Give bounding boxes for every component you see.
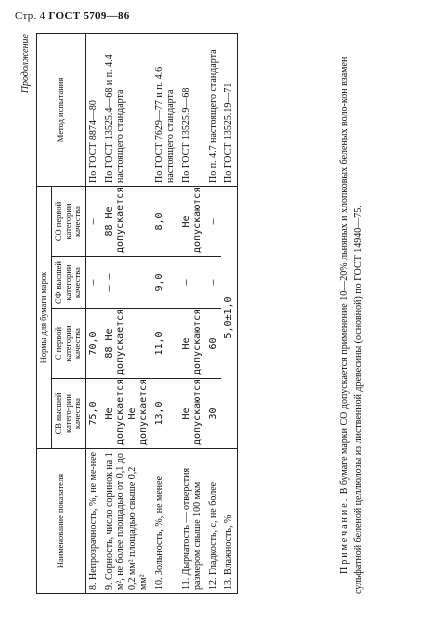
- continuation-label: Продолжение: [20, 34, 31, 94]
- value-s: 70,0: [86, 309, 102, 379]
- value-sv: 75,0: [86, 379, 102, 449]
- rotated-page-content: [20, 34, 388, 594]
- test-method: По п. 4.7 настоящего стандарта: [206, 33, 222, 186]
- value-so: —: [86, 186, 102, 256]
- indicator-name: 8. Непрозрачность, %, не ме-нее: [86, 449, 102, 594]
- note-text: В бумаге марки СО допускается применение 10—20% льняных и хлопковых беленых воло-кон взамен сульфатной беленой целлюлозы из лиственной древесины (основной) по ГОСТ 14940—75.: [339, 56, 364, 594]
- table-row: [206, 33, 222, 593]
- value-sf: —: [86, 257, 102, 309]
- value-s: 60: [206, 309, 222, 379]
- value-so: —: [206, 186, 222, 256]
- value-s: Не допускаются: [179, 309, 206, 379]
- header-grade-sf: СФ высшей категории качества: [51, 257, 85, 309]
- table-note: [338, 34, 365, 594]
- page-number: Стр. 4: [15, 10, 46, 22]
- value-s: 11,0: [152, 309, 179, 379]
- value-sv: 30: [206, 379, 222, 449]
- table-row: [221, 33, 237, 593]
- value-so: 88 Не допускается: [102, 186, 152, 256]
- test-method: По ГОСТ 13525.9—68: [179, 33, 206, 186]
- value-sf: — —: [102, 257, 152, 309]
- indicator-name: 9. Сорность, число соринок на 1 м², не более площадью от 0,1 до 0,2 мм² площадью свыше 0,2 мм²: [102, 449, 152, 594]
- test-method: По ГОСТ 13525.4—68 и п. 4.4 настоящего стандарта: [102, 33, 152, 186]
- value-all-grades: 5,0±1,0: [221, 186, 237, 448]
- value-sv: 13,0: [152, 379, 179, 449]
- value-sf: 9,0: [152, 257, 179, 309]
- table-row: [152, 33, 179, 593]
- header-grade-so: СО первой категории качества: [51, 186, 85, 256]
- value-sv: Не допускается Не допускается: [102, 379, 152, 449]
- note-label: Примечание.: [339, 496, 350, 574]
- test-method: По ГОСТ 7629—77 и п. 4.6 настоящего стандарта: [152, 33, 179, 186]
- standard-number: ГОСТ 5709—86: [48, 10, 130, 22]
- header-indicator-name: Наименование показателя: [37, 449, 86, 594]
- value-sf: —: [179, 257, 206, 309]
- page-header: [15, 10, 130, 22]
- indicator-name: 13. Влажность, %: [221, 449, 237, 594]
- value-so: 8,0: [152, 186, 179, 256]
- requirements-table: [36, 33, 238, 594]
- test-method: По ГОСТ 13525.19—71: [221, 33, 237, 186]
- header-norms: Нормы для бумаги марок: [37, 186, 52, 448]
- header-test-method: Метод испытания: [37, 33, 86, 186]
- table-row: [102, 33, 152, 593]
- indicator-name: 10. Зольность, %, не менее: [152, 449, 179, 594]
- header-grade-sv: СВ высшей катего-рии качества: [51, 379, 85, 449]
- value-s: 88 Не допускается: [102, 309, 152, 379]
- value-sv: Не допускаются: [179, 379, 206, 449]
- indicator-name: 12. Гладкость, с, не более: [206, 449, 222, 594]
- test-method: По ГОСТ 8874—80: [86, 33, 102, 186]
- indicator-name: 11. Дырчатость — отверстия размером свыше 100 мкм: [179, 449, 206, 594]
- value-so: Не допускаются: [179, 186, 206, 256]
- table-row: [86, 33, 102, 593]
- value-sf: —: [206, 257, 222, 309]
- header-grade-s: С первой категории качества: [51, 309, 85, 379]
- table-row: [179, 33, 206, 593]
